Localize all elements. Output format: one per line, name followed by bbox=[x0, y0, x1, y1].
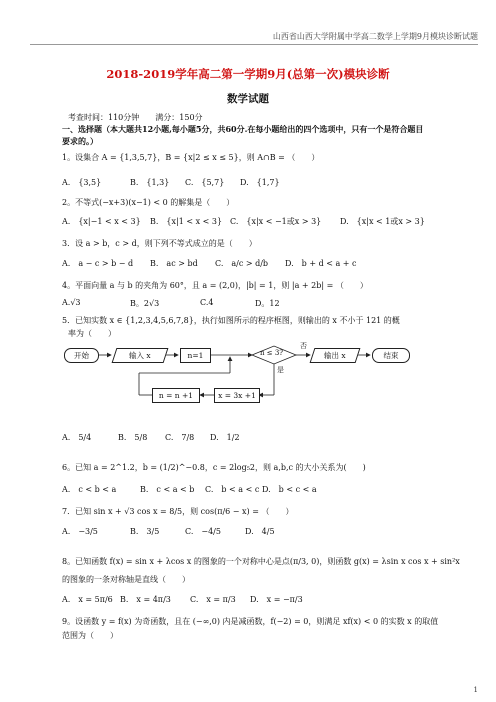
q3-option-d: D. b + d < a + c bbox=[285, 259, 357, 268]
q3-option-b: B. ac > bd bbox=[150, 259, 198, 268]
q6-option-a: A. c < b < a bbox=[62, 485, 117, 494]
q6-option-c: C. b < a < c bbox=[205, 485, 260, 494]
q2-option-c: C. {x|x < −1或x > 3} bbox=[230, 217, 322, 226]
q8-option-c: C. x = π/3 bbox=[190, 595, 236, 604]
q4-option-d: D。12 bbox=[255, 299, 280, 308]
flow-yes-label: 是 bbox=[277, 366, 284, 374]
q4-option-b: B。2√3 bbox=[130, 299, 160, 308]
q8-option-a: A. x = 5π/6 bbox=[62, 595, 113, 604]
q7-option-d: D. 4/5 bbox=[245, 527, 275, 536]
q5-option-b: B. 5/8 bbox=[118, 433, 148, 442]
program-flowchart bbox=[64, 342, 424, 415]
q2-option-a: A. {x|−1 < x < 3} bbox=[62, 217, 141, 226]
section-heading-cont: 要求的。） bbox=[62, 136, 98, 146]
flow-init: n=1 bbox=[180, 348, 211, 363]
q7-stem: 7．已知 sin x + √3 cos x = 8/5，则 cos(π/6 − x) = （ ） bbox=[62, 507, 294, 516]
q4-option-c: C.4 bbox=[200, 298, 214, 307]
q9-stem-cont: 范围为（ ） bbox=[62, 631, 118, 640]
q8-stem-cont: 的图象的一条对称轴是直线（ ） bbox=[62, 575, 190, 584]
q3-option-c: C. a/c > d/b bbox=[215, 259, 269, 268]
q9-stem: 9。设函数 y = f(x) 为奇函数，且在 (−∞,0) 内是减函数，f(−2) = 0，则满足 xf(x) < 0 的实数 x 的取值 bbox=[62, 617, 439, 626]
q1-option-b: B. {1,3} bbox=[130, 178, 170, 187]
page-header: 山西省山西大学附属中学高二数学上学期9月模块诊断试题 bbox=[272, 32, 478, 41]
header-rule bbox=[30, 44, 478, 45]
flow-start: 开始 bbox=[64, 348, 99, 363]
q2-stem: 2。不等式(−x+3)(x−1) < 0 的解集是（ ） bbox=[62, 198, 235, 207]
q5-stem: 5．已知实数 x ∈ {1,2,3,4,5,6,7,8}，执行如图所示的程序框图，则输出的 x 不小于 121 的概 bbox=[62, 316, 400, 325]
q1-stem: 1。设集合 A = {1,3,5,7}，B = {x|2 ≤ x ≤ 5}，则 A∩B = （ ） bbox=[62, 153, 320, 162]
q4-stem: 4。平面向量 a 与 b 的夹角为 60°，且 a = (2,0)，|b| = 1，则 |a + 2b| = （ ） bbox=[62, 281, 368, 290]
exam-info: 考查时间：110分钟 满分：150分 bbox=[68, 113, 203, 122]
flow-update-x: x = 3x +1 bbox=[214, 388, 260, 403]
q1-option-c: C. {5,7} bbox=[185, 178, 225, 187]
flow-input bbox=[112, 348, 169, 363]
q1-option-d: D. {1,7} bbox=[240, 178, 280, 187]
q1-option-a: A. {3,5} bbox=[62, 178, 102, 187]
q5-option-a: A. 5/4 bbox=[62, 433, 92, 442]
flow-output bbox=[310, 348, 361, 363]
q8-stem: 8。已知函数 f(x) = sin x + λcos x 的图象的一个对称中心是点(π/3, 0)，则函数 g(x) = λsin x cos x + sin²x bbox=[62, 557, 460, 566]
flow-update-n: n = n +1 bbox=[152, 388, 200, 403]
q3-stem: 3．设 a > b，c > d，则下列不等式成立的是（ ） bbox=[62, 239, 257, 248]
exam-subtitle: 数学试题 bbox=[227, 93, 269, 105]
q3-option-a: A. a − c > b − d bbox=[62, 259, 134, 268]
q7-option-a: A. −3/5 bbox=[62, 527, 98, 536]
flow-no-label: 否 bbox=[300, 342, 307, 350]
q7-option-b: B. 3/5 bbox=[130, 527, 160, 536]
q6-option-b: B. c < a < b bbox=[140, 485, 195, 494]
q6-option-d: D. b < c < a bbox=[262, 485, 317, 494]
q8-option-d: D. x = −π/3 bbox=[250, 595, 303, 604]
q2-option-b: B. {x|1 < x < 3} bbox=[150, 217, 223, 226]
q6-stem: 6。已知 a = 2^1.2，b = (1/2)^−0.8，c = 2log₅2，则 a,b,c 的大小关系为( ) bbox=[62, 463, 366, 472]
q7-option-c: C. −4/5 bbox=[185, 527, 221, 536]
q4-option-a: A.√3 bbox=[62, 298, 81, 307]
q8-option-b: B. x = 4π/3 bbox=[120, 595, 171, 604]
exam-title: 2018-2019学年高二第一学期9月(总第一次)模块诊断 bbox=[106, 67, 390, 81]
flow-input-label: 输入 x bbox=[129, 351, 151, 360]
q2-option-d: D. {x|x < 1或x > 3} bbox=[340, 217, 425, 226]
page-number: 1 bbox=[473, 686, 478, 694]
flow-end: 结束 bbox=[372, 348, 410, 363]
q5-option-d: D. 1/2 bbox=[210, 433, 240, 442]
flow-condition: n ≤ 3? bbox=[260, 349, 284, 357]
flow-output-label: 输出 x bbox=[324, 351, 346, 360]
section-heading: 一、选择题（本大题共12小题,每小题5分，共60分.在每小题给出的四个选项中，只有一个是符合题目 bbox=[62, 124, 424, 134]
q5-option-c: C. 7/8 bbox=[165, 433, 195, 442]
q5-stem-cont: 率为（ ） bbox=[68, 329, 116, 338]
